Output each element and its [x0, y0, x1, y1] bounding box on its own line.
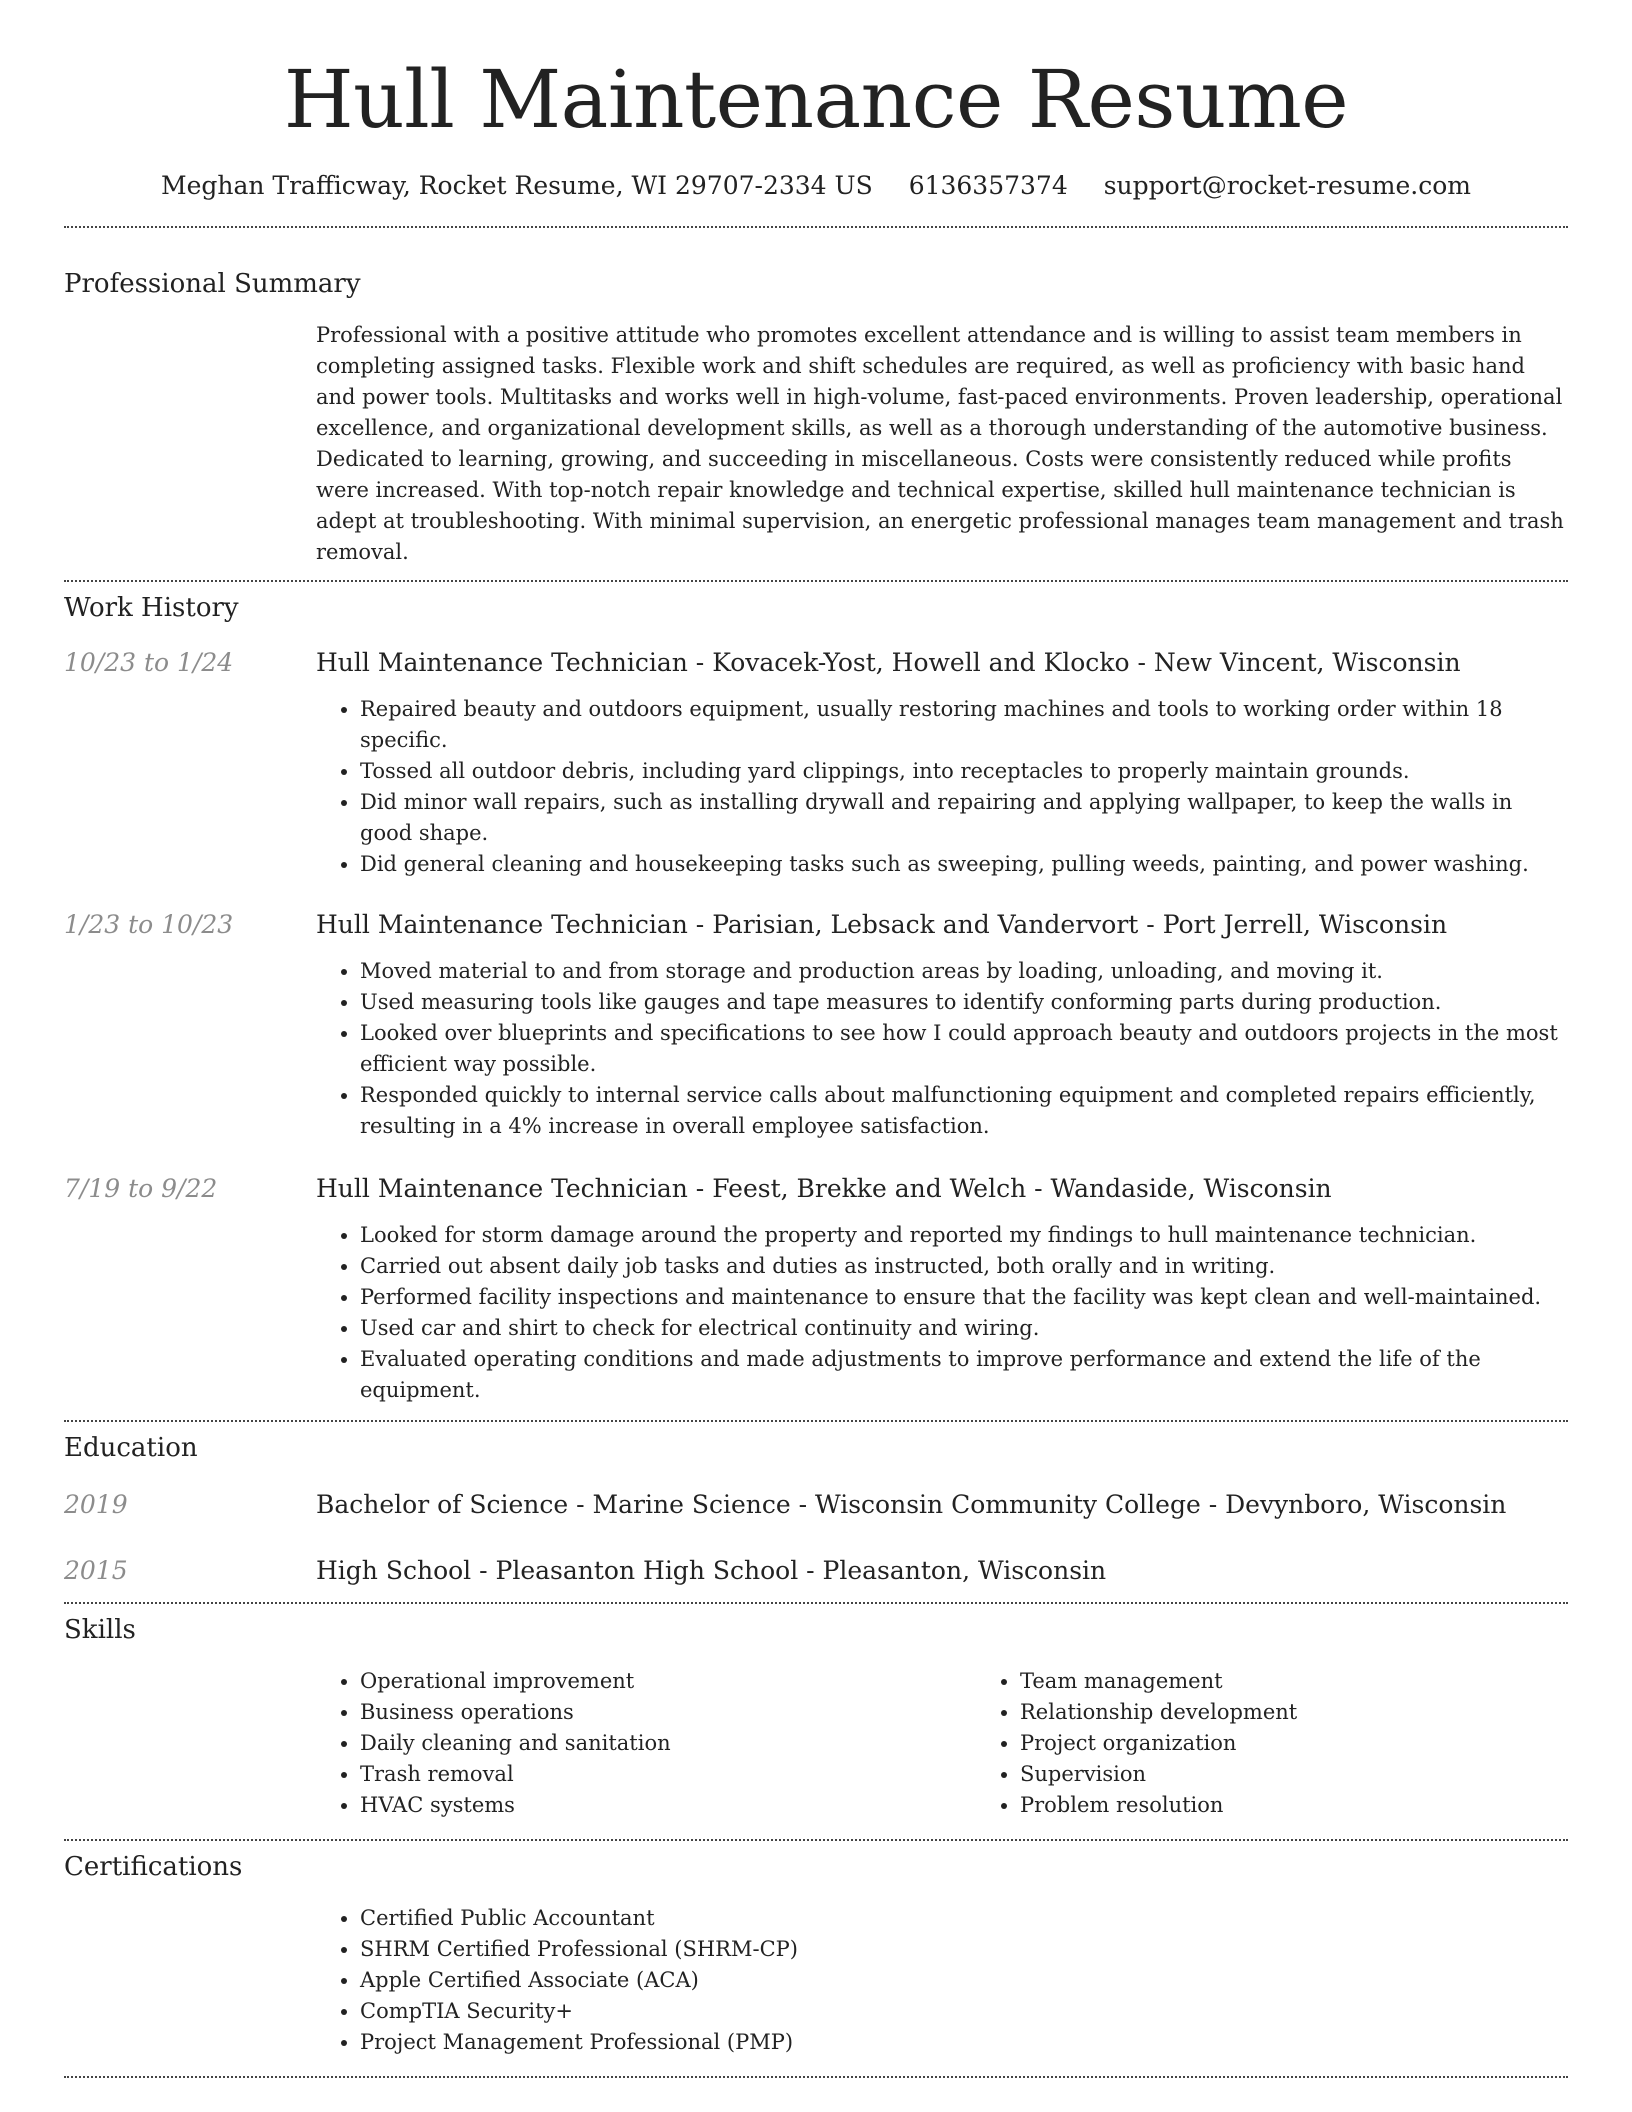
- resume-title: Hull Maintenance Resume: [283, 53, 1349, 146]
- list-item: • Performed facility inspections and maintenance to ensure that the facility was kept clean and well-maintained.: [360, 1282, 1568, 1313]
- list-item: • Repaired beauty and outdoors equipment, usually restoring machines and tools to working order within 18 specific.: [360, 694, 1568, 756]
- contact-line: [64, 168, 1568, 204]
- list-item: • SHRM Certified Professional (SHRM-CP): [360, 1934, 1568, 1965]
- list-item: • Carried out absent daily job tasks and duties as instructed, both orally and in writing.: [360, 1251, 1568, 1282]
- list-item: • Team management: [1020, 1666, 1632, 1697]
- education-section: [64, 1422, 1568, 1602]
- certifications-heading: Certifications: [64, 1852, 243, 1882]
- list-item: • Looked over blueprints and specifications to see how I could approach beauty and outdoors projects in the most efficient way possible.: [360, 1018, 1568, 1080]
- contact-phone: 6136357374: [908, 171, 1068, 200]
- job-entry: [64, 908, 1568, 1142]
- list-item: • Trash removal: [360, 1759, 976, 1790]
- contact-address: Meghan Trafficway, Rocket Resume, WI 29707-2334 US: [160, 171, 873, 200]
- job-dates: 7/19 to 9/22: [64, 1174, 218, 1203]
- summary-heading: Professional Summary: [64, 269, 361, 299]
- education-degree: High School - Pleasanton High School - Pleasanton, Wisconsin: [316, 1556, 1107, 1585]
- job-bullets: [316, 1220, 1568, 1406]
- list-item: • Evaluated operating conditions and made adjustments to improve performance and extend the life of the equipment.: [360, 1344, 1568, 1406]
- job-bullets: [316, 956, 1568, 1142]
- summary-text: Professional with a positive attitude who promotes excellent attendance and is willing to assist team members in completing assigned tasks. Flexible work and shift schedules are required, as well as proficiency with basic hand and power tools. Multitasks and works well in high-volume, fast-paced environments. Proven leadership, operational excellence, and organizational development skills, as well as a thorough understanding of the automotive business. Dedicated to learning, growing, and succeeding in miscellaneous. Costs were consistently reduced while profits were increased. With top-notch repair knowledge and technical expertise, skilled hull maintenance technician is adept at troubleshooting. With minimal supervision, an energetic professional manages team management and trash removal.: [316, 323, 1564, 564]
- certifications-section: [64, 1841, 1568, 2076]
- skills-section: [64, 1604, 1568, 1839]
- list-item: • Supervision: [1020, 1759, 1632, 1790]
- certifications-list: [316, 1903, 1568, 2058]
- education-year: 2019: [64, 1490, 128, 1519]
- list-item: • Relationship development: [1020, 1697, 1632, 1728]
- list-item: • Used car and shirt to check for electrical continuity and wiring.: [360, 1313, 1568, 1344]
- list-item: • Project Management Professional (PMP): [360, 2027, 1568, 2058]
- education-degree: Bachelor of Science - Marine Science - Wisconsin Community College - Devynboro, Wisconsin: [316, 1490, 1507, 1519]
- list-item: • Did minor wall repairs, such as installing drywall and repairing and applying wallpaper, to keep the walls in good shape.: [360, 787, 1568, 849]
- job-title: Hull Maintenance Technician - Kovacek-Yost, Howell and Klocko - New Vincent, Wisconsin: [316, 648, 1461, 677]
- job-bullets: [316, 694, 1568, 880]
- list-item: • CompTIA Security+: [360, 1996, 1568, 2027]
- list-item: • Tossed all outdoor debris, including yard clippings, into receptacles to properly maintain grounds.: [360, 756, 1568, 787]
- skills-list-left: [316, 1666, 976, 1821]
- list-item: • Operational improvement: [360, 1666, 976, 1697]
- job-dates: 1/23 to 10/23: [64, 910, 234, 939]
- job-entry: [64, 646, 1568, 880]
- job-title: Hull Maintenance Technician - Feest, Brekke and Welch - Wandaside, Wisconsin: [316, 1174, 1332, 1203]
- list-item: • Used measuring tools like gauges and tape measures to identify conforming parts during production.: [360, 987, 1568, 1018]
- divider: [64, 2076, 1568, 2078]
- list-item: • Certified Public Accountant: [360, 1903, 1568, 1934]
- work-history-section: [64, 582, 1568, 1420]
- list-item: • Moved material to and from storage and production areas by loading, unloading, and moving it.: [360, 956, 1568, 987]
- job-dates: 10/23 to 1/24: [64, 648, 234, 677]
- list-item: • Daily cleaning and sanitation: [360, 1728, 976, 1759]
- job-title: Hull Maintenance Technician - Parisian, Lebsack and Vandervort - Port Jerrell, Wisconsin: [316, 910, 1448, 939]
- education-year: 2015: [64, 1556, 128, 1585]
- job-entry: [64, 1172, 1568, 1406]
- list-item: • Did general cleaning and housekeeping tasks such as sweeping, pulling weeds, painting, and power washing.: [360, 849, 1568, 880]
- list-item: • Looked for storm damage around the property and reported my findings to hull maintenance technician.: [360, 1220, 1568, 1251]
- skills-list-right: [976, 1666, 1632, 1821]
- list-item: • Business operations: [360, 1697, 976, 1728]
- list-item: • HVAC systems: [360, 1790, 976, 1821]
- contact-email: support@rocket-resume.com: [1103, 171, 1472, 200]
- education-heading: Education: [64, 1433, 198, 1463]
- work-history-heading: Work History: [64, 593, 239, 623]
- summary-section: [64, 228, 1568, 580]
- list-item: • Problem resolution: [1020, 1790, 1632, 1821]
- list-item: • Apple Certified Associate (ACA): [360, 1965, 1568, 1996]
- list-item: • Responded quickly to internal service calls about malfunctioning equipment and completed repairs efficiently, resulting in a 4% increase in overall employee satisfaction.: [360, 1080, 1568, 1142]
- education-entry: [64, 1488, 1568, 1522]
- education-entry: [64, 1554, 1568, 1588]
- skills-heading: Skills: [64, 1615, 136, 1645]
- list-item: • Project organization: [1020, 1728, 1632, 1759]
